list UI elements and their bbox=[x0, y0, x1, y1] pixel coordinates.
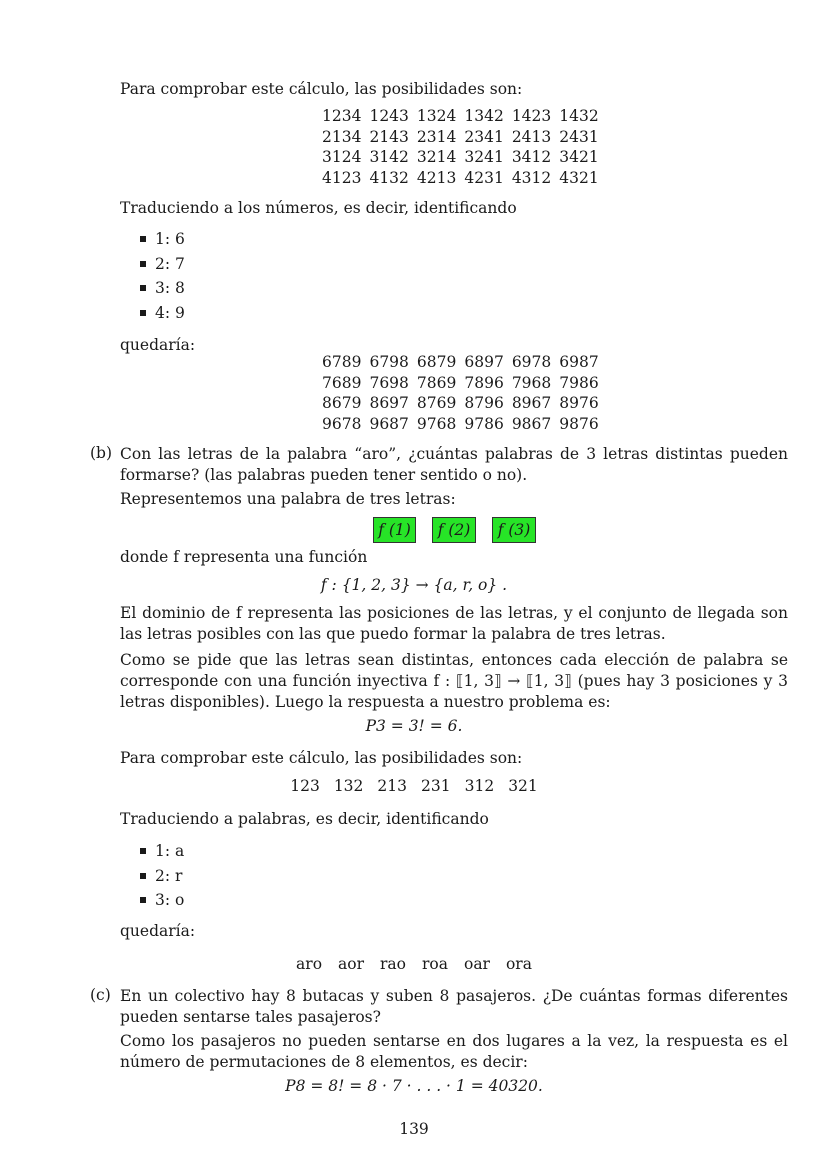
list-item bbox=[140, 864, 184, 889]
permutation-item: 321 bbox=[508, 777, 538, 795]
table-cell: 7869 bbox=[416, 373, 457, 392]
table-cell: 8679 bbox=[322, 394, 362, 412]
word-item: oar bbox=[463, 955, 490, 973]
bullet-icon bbox=[140, 873, 146, 879]
function-definition-text: f : {1, 2, 3} → {a, r, o} . bbox=[320, 576, 508, 594]
function-box-3: f (3) bbox=[492, 517, 536, 543]
word-item: aro bbox=[296, 955, 323, 973]
table-cell: 9687 bbox=[369, 414, 409, 433]
table-cell: 6987 bbox=[559, 353, 599, 371]
table-cell: 4231 bbox=[464, 168, 504, 187]
table-cell: 2341 bbox=[464, 127, 504, 146]
table-cell: 2134 bbox=[322, 127, 362, 146]
table-cell: 6978 bbox=[511, 353, 552, 371]
bullet-icon bbox=[140, 310, 146, 316]
word-row bbox=[0, 955, 828, 973]
mapping-list-b bbox=[140, 839, 184, 913]
check-intro-a: Para comprobar este cálculo, las posibilidades son: bbox=[120, 80, 523, 98]
table-cell: 8796 bbox=[464, 394, 504, 412]
bullet-icon bbox=[140, 285, 146, 291]
list-item bbox=[140, 839, 184, 864]
table-cell: 2143 bbox=[369, 127, 409, 146]
item-label-c: (c) bbox=[90, 986, 111, 1004]
list-item-text: 2: 7 bbox=[155, 254, 185, 273]
result-row bbox=[318, 414, 603, 435]
formula-p8-text: P8 = 8! = 8 · 7 · . . . · 1 = 40320. bbox=[285, 1077, 543, 1095]
list-item bbox=[140, 301, 185, 326]
table-cell: 4312 bbox=[511, 168, 552, 187]
answer-text-c: Como los pasajeros no pueden sentarse en dos lugares a la vez, la respuesta es el número de permutaciones de 8 elementos, es decir: bbox=[120, 1032, 788, 1071]
permutation-row bbox=[318, 127, 603, 148]
word-item: roa bbox=[422, 955, 448, 973]
result-row bbox=[318, 352, 603, 373]
list-item bbox=[140, 276, 185, 301]
table-cell: 7986 bbox=[559, 373, 599, 392]
table-cell: 7968 bbox=[511, 373, 552, 392]
where-text: donde f representa una función bbox=[120, 548, 368, 566]
table-cell: 6897 bbox=[464, 353, 504, 371]
table-cell: 9768 bbox=[416, 414, 457, 433]
permutation-row bbox=[0, 777, 828, 795]
permutation-table bbox=[318, 106, 603, 188]
result-table bbox=[318, 352, 603, 434]
translate-intro-a: Traduciendo a los números, es decir, identificando bbox=[120, 199, 517, 217]
table-cell: 8976 bbox=[559, 394, 599, 412]
table-cell: 9786 bbox=[464, 414, 504, 433]
table-cell: 6879 bbox=[416, 353, 457, 371]
represent-intro: Representemos una palabra de tres letras: bbox=[120, 490, 456, 508]
table-cell: 9678 bbox=[322, 414, 362, 433]
list-item-text: 1: a bbox=[155, 842, 185, 860]
list-item-text: 2: r bbox=[155, 866, 183, 885]
table-cell: 2413 bbox=[511, 127, 552, 146]
table-cell: 3142 bbox=[369, 148, 409, 166]
table-cell: 8697 bbox=[369, 394, 409, 412]
table-cell: 4321 bbox=[559, 168, 599, 187]
formula-p3 bbox=[0, 717, 828, 735]
table-cell: 8769 bbox=[416, 394, 457, 412]
result-row bbox=[318, 373, 603, 394]
table-cell: 7896 bbox=[464, 373, 504, 392]
result-intro-b: quedaría: bbox=[120, 922, 196, 940]
table-cell: 1324 bbox=[416, 107, 457, 125]
list-item bbox=[140, 888, 184, 913]
injective-text: Como se pide que las letras sean distintas, entonces cada elección de palabra se corresponde con una función inyectiva f : ⟦1, 3⟧ → ⟦1, 3⟧ (pues hay 3 posiciones y 3 letras disponibles). Luego la respuesta a nuestro problema es: bbox=[120, 651, 788, 711]
table-cell: 1243 bbox=[369, 107, 409, 125]
table-cell: 6798 bbox=[369, 353, 409, 371]
word-item: rao bbox=[380, 955, 406, 973]
permutation-item: 231 bbox=[421, 777, 451, 795]
bullet-icon bbox=[140, 897, 146, 903]
table-cell: 1234 bbox=[322, 107, 362, 125]
table-cell: 4132 bbox=[369, 168, 409, 187]
list-item bbox=[140, 227, 185, 252]
question-c: En un colectivo hay 8 butacas y suben 8 pasajeros. ¿De cuántas formas diferentes pueden sentarse tales pasajeros? bbox=[120, 987, 788, 1026]
table-cell: 7698 bbox=[369, 373, 409, 392]
list-item-text: 3: o bbox=[155, 891, 185, 909]
function-box-2: f (2) bbox=[432, 517, 476, 543]
permutation-row bbox=[318, 106, 603, 127]
list-item-text: 3: 8 bbox=[155, 279, 185, 297]
formula-p3-text: P3 = 3! = 6. bbox=[365, 717, 463, 735]
table-cell: 1342 bbox=[464, 107, 504, 125]
list-item-text: 1: 6 bbox=[155, 230, 185, 248]
item-label-b: (b) bbox=[90, 444, 113, 462]
domain-text: El dominio de f representa las posiciones de las letras, y el conjunto de llegada son las letras posibles con las que puedo formar la palabra de tres letras. bbox=[120, 604, 788, 643]
table-cell: 1423 bbox=[511, 107, 552, 125]
permutation-row bbox=[318, 147, 603, 168]
result-intro-a: quedaría: bbox=[120, 336, 196, 354]
table-cell: 6789 bbox=[322, 353, 362, 371]
page-number: 139 bbox=[399, 1120, 429, 1138]
permutation-item: 312 bbox=[464, 777, 495, 795]
bullet-icon bbox=[140, 261, 146, 267]
table-cell: 8967 bbox=[511, 394, 552, 412]
table-cell: 3421 bbox=[559, 148, 599, 166]
table-cell: 7689 bbox=[322, 373, 362, 392]
function-definition bbox=[0, 576, 828, 594]
word-item: aor bbox=[338, 955, 365, 973]
mapping-list bbox=[140, 227, 185, 325]
result-row bbox=[318, 393, 603, 414]
list-item-text: 4: 9 bbox=[155, 303, 185, 322]
table-cell: 9867 bbox=[511, 414, 552, 433]
table-cell: 1432 bbox=[559, 107, 599, 125]
permutation-item: 123 bbox=[290, 777, 320, 795]
table-cell: 9876 bbox=[559, 414, 599, 433]
function-box-1: f (1) bbox=[373, 517, 416, 543]
table-cell: 3124 bbox=[322, 148, 362, 166]
table-cell: 2431 bbox=[559, 127, 599, 146]
permutation-item: 213 bbox=[377, 777, 407, 795]
table-cell: 4213 bbox=[416, 168, 457, 187]
translate-intro-b: Traduciendo a palabras, es decir, identificando bbox=[120, 810, 489, 828]
table-cell: 2314 bbox=[416, 127, 457, 146]
formula-p8 bbox=[0, 1077, 828, 1095]
bullet-icon bbox=[140, 236, 146, 242]
table-cell: 3241 bbox=[464, 148, 504, 166]
bullet-icon bbox=[140, 848, 146, 854]
permutation-row bbox=[318, 168, 603, 189]
table-cell: 3214 bbox=[416, 148, 457, 166]
check-intro-b: Para comprobar este cálculo, las posibilidades son: bbox=[120, 749, 523, 767]
word-item: ora bbox=[505, 955, 532, 973]
table-cell: 4123 bbox=[322, 168, 362, 187]
permutation-item: 132 bbox=[333, 777, 364, 795]
question-b: Con las letras de la palabra “aro”, ¿cuántas palabras de 3 letras distintas pueden formarse? (las palabras pueden tener sentido o no). bbox=[120, 445, 788, 484]
list-item bbox=[140, 252, 185, 277]
table-cell: 3412 bbox=[511, 148, 552, 166]
